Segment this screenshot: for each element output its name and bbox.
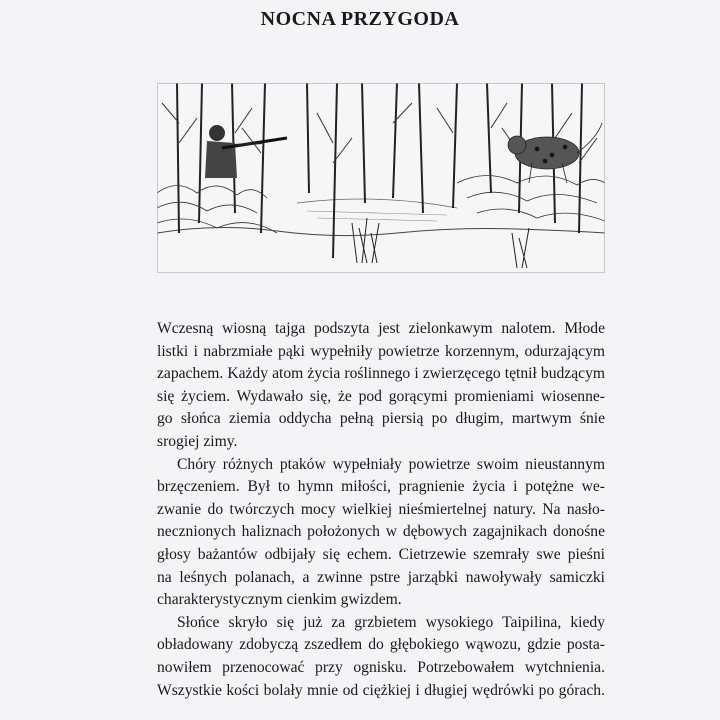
forest-sketch-svg (157, 83, 605, 273)
text-line: Chóry różnych ptaków wypełniały powietrze swoim nieustannym (177, 455, 605, 473)
text-line: brzęczeniem. Był to hymn miłości, pragnienie życia i potężne we- (157, 478, 605, 496)
text-line: obładowany zdobyczą zszedłem do głębokiego wąwozu, gdzie posta- (157, 636, 605, 654)
text-line: Wszystkie kości bolały mnie od ciężkiej i długiej wędrówki po górach. (157, 681, 605, 699)
text-line: listki i nabrzmiałe pąki wypełniły powietrze korzennym, odurzającym (157, 342, 605, 360)
text-line: nowiłem przenocować przy ognisku. Potrzebowałem wytchnienia. (157, 658, 605, 676)
text-line: srogiej zimy. (157, 432, 238, 450)
text-line: zwanie do twórczych mocy wielkiej nieśmiertelnej natury. Na nasło- (157, 500, 605, 518)
text-line: się życiem. Wydawało się, że pod gorącymi promieniami wiosenne- (157, 387, 605, 405)
forest-hunting-illustration (157, 83, 605, 273)
paragraph-3 (157, 612, 605, 702)
text-line: Słońce skryło się już za grzbietem wysokiego Taipilina, kiedy (177, 613, 605, 631)
story-text (157, 318, 605, 702)
text-line: charakterystycznym cienkim gwizdem. (157, 591, 402, 609)
paragraph-2 (157, 454, 605, 612)
paragraph-1 (157, 318, 605, 454)
text-line: Wczesną wiosną tajga podszyta jest zielonkawym nalotem. Młode (157, 320, 605, 337)
page-title: NOCNA PRZYGODA (260, 8, 460, 30)
text-line: na leśnych polanach, a zwinne pstre jarząbki nawoływały samiczki (157, 568, 605, 586)
text-line: zapachem. Każdy atom życia roślinnego i zwierzęcego tętnił budzącym (157, 365, 605, 383)
text-line: głosy bażantów odbijały się echem. Cietrzewie szemrały swe pieśni (157, 545, 605, 563)
text-line: necznionych haliznach położonych w dębowych zagajnikach donośne (157, 523, 605, 541)
text-line: go słońca ziemia oddycha pełną piersią po długim, martwym śnie (157, 410, 605, 428)
